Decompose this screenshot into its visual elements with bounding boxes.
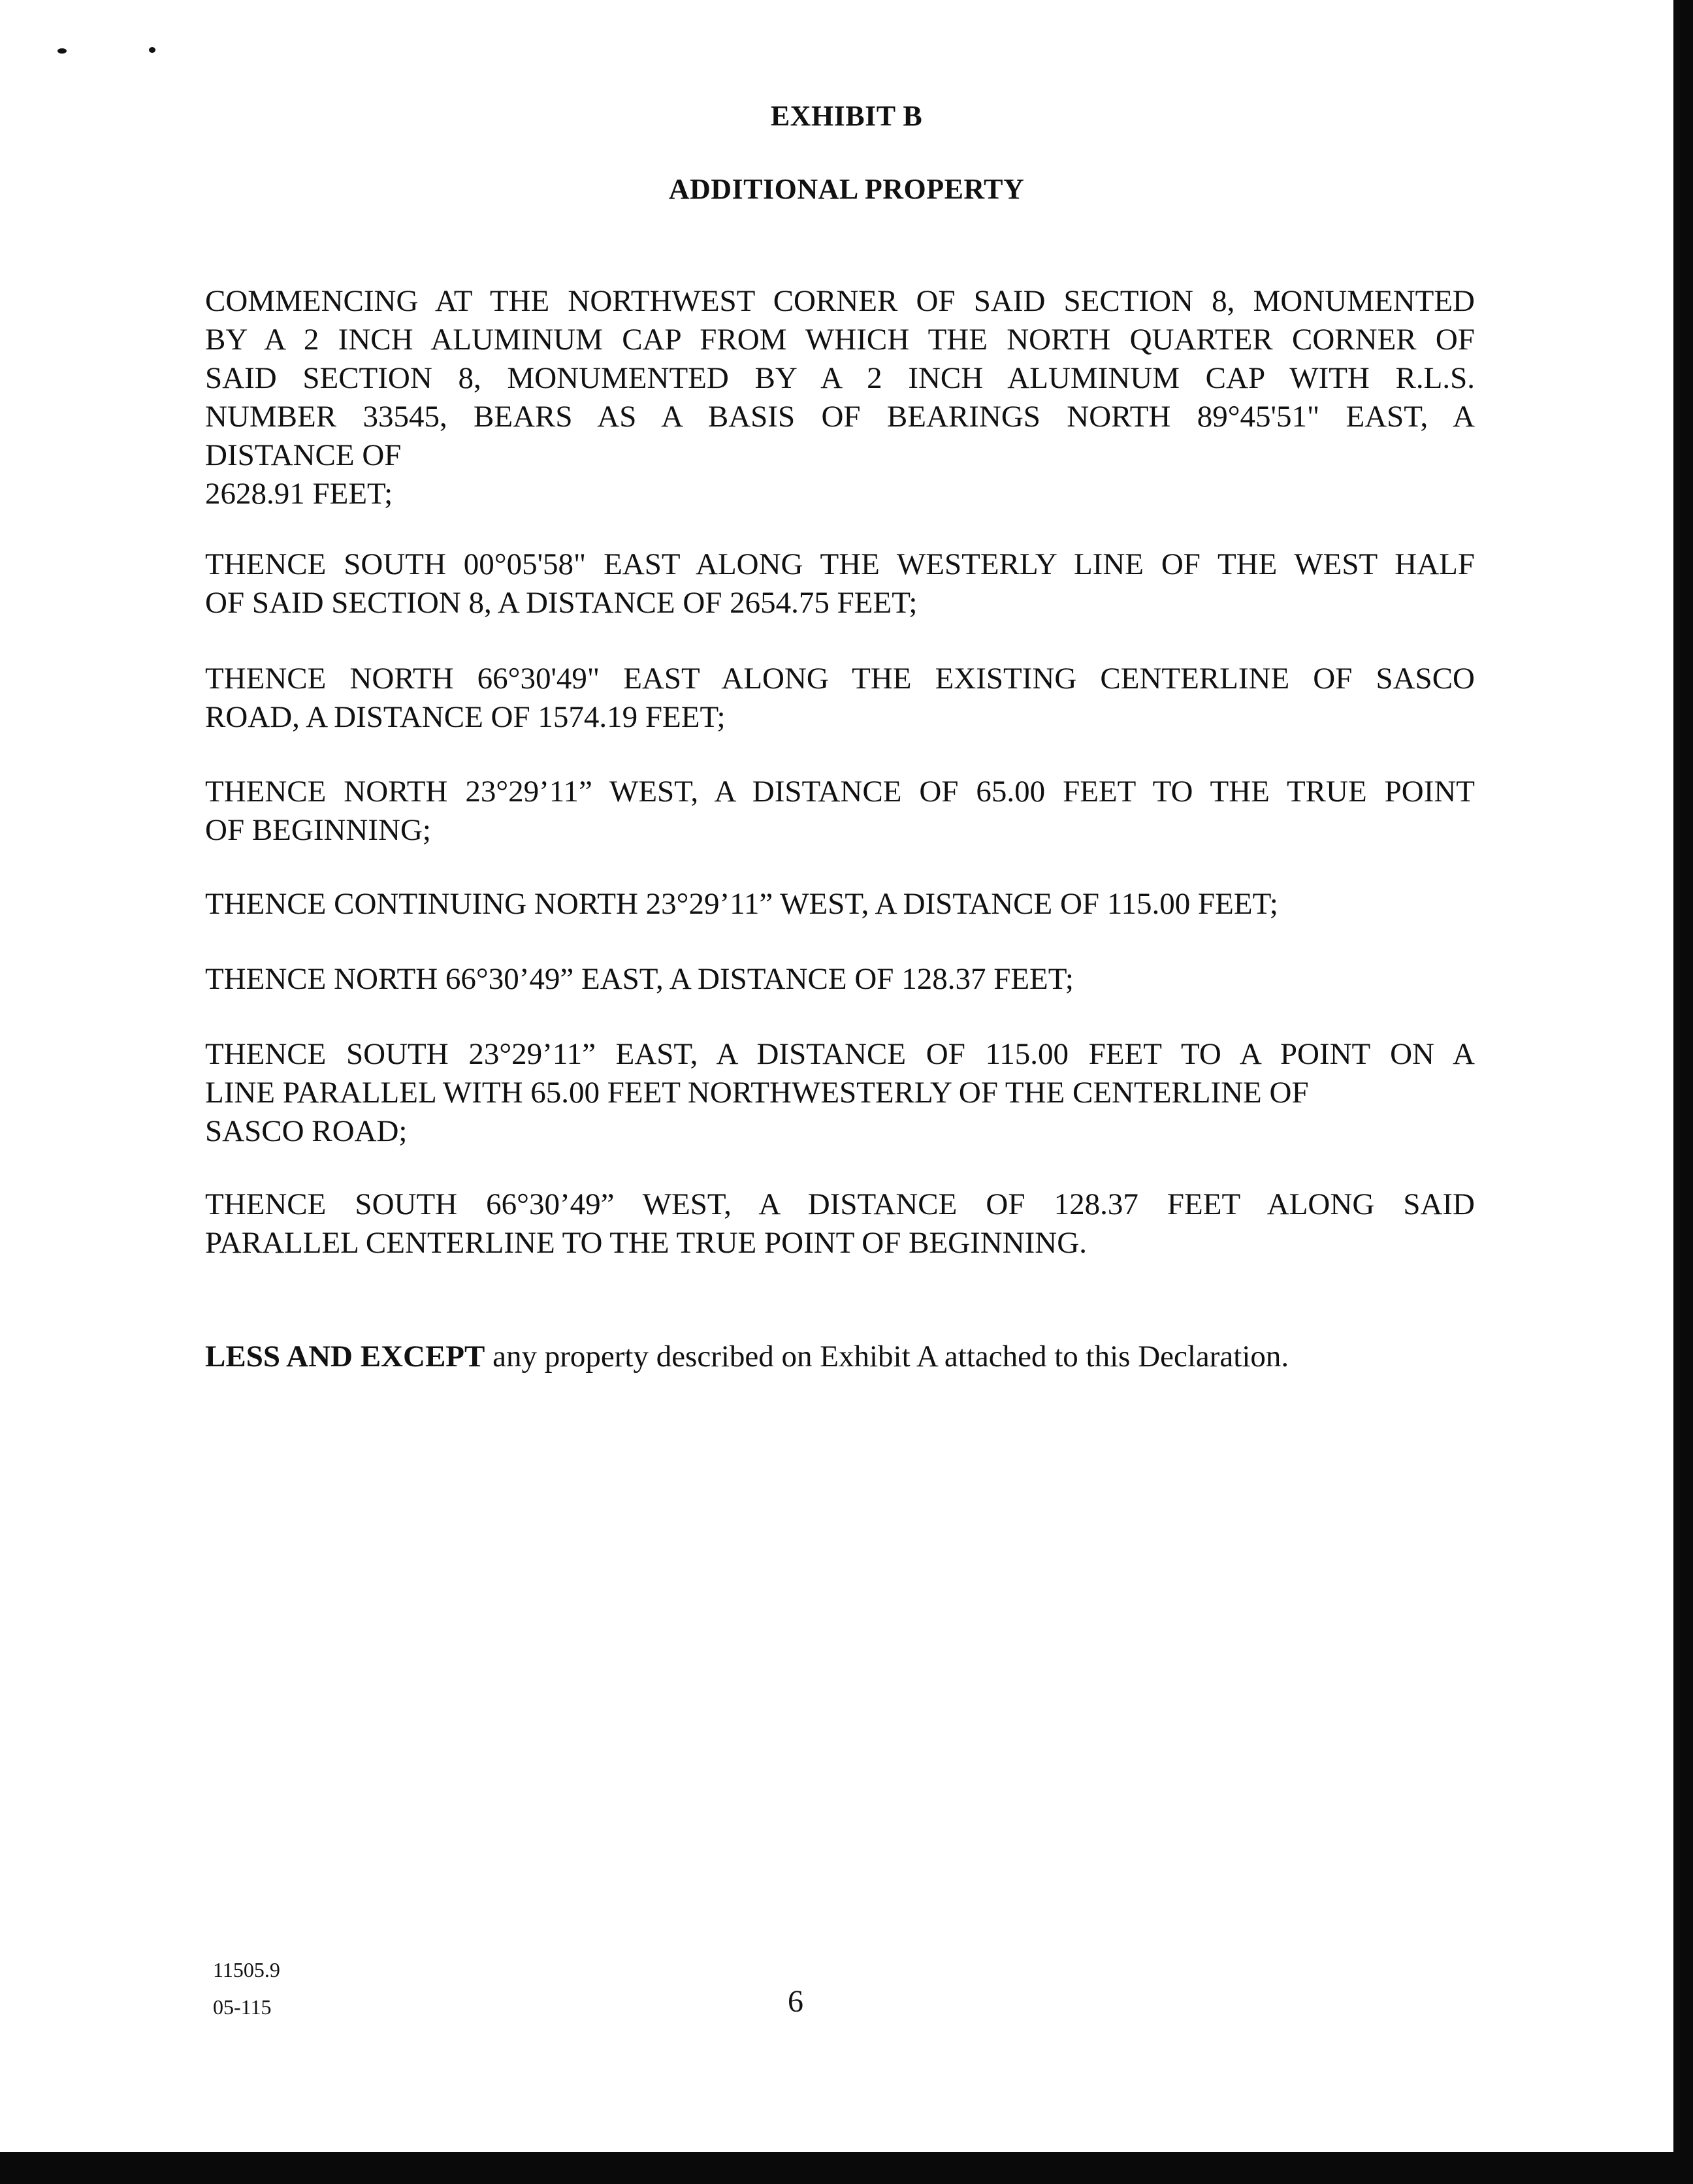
exception-bold-text: LESS AND EXCEPT	[205, 1340, 485, 1373]
paragraph-line: OF BEGINNING;	[205, 813, 431, 847]
paragraph-line: LINE PARALLEL WITH 65.00 FEET NORTHWESTERLY OF THE CENTERLINE OF	[205, 1076, 1309, 1110]
paragraph-line: COMMENCING AT THE NORTHWEST CORNER OF SAID SECTION 8, MONUMENTED	[205, 284, 1475, 318]
paragraph-line: OF SAID SECTION 8, A DISTANCE OF 2654.75 FEET;	[205, 586, 918, 620]
legal-paragraph	[205, 885, 1475, 923]
page-number: 6	[788, 1984, 803, 2019]
legal-paragraph	[205, 660, 1475, 737]
legal-paragraph	[205, 282, 1475, 513]
scan-edge-bottom	[0, 2152, 1693, 2184]
paragraph-line: THENCE NORTH 23°29’11” WEST, A DISTANCE OF 65.00 FEET TO THE TRUE POINT	[205, 775, 1475, 809]
footer-file-code: 11505.9	[213, 1958, 280, 1982]
legal-paragraph	[205, 1035, 1475, 1151]
scan-speck	[57, 48, 67, 54]
paragraph-line: THENCE SOUTH 23°29’11” EAST, A DISTANCE OF 115.00 FEET TO A POINT ON A	[205, 1037, 1475, 1071]
exception-line	[205, 1338, 1475, 1376]
exception-paragraph	[205, 1338, 1475, 1376]
exception-text: any property described on Exhibit A attached to this Declaration.	[485, 1340, 1289, 1373]
legal-paragraph	[205, 773, 1475, 850]
paragraph-line: THENCE NORTH 66°30'49" EAST ALONG THE EXISTING CENTERLINE OF SASCO	[205, 662, 1475, 696]
paragraph-line: THENCE SOUTH 00°05'58" EAST ALONG THE WESTERLY LINE OF THE WEST HALF	[205, 547, 1475, 581]
paragraph-line: PARALLEL CENTERLINE TO THE TRUE POINT OF BEGINNING.	[205, 1226, 1087, 1260]
scan-edge-right	[1673, 0, 1693, 2184]
document-subtitle: ADDITIONAL PROPERTY	[668, 173, 1025, 205]
legal-paragraph	[205, 545, 1475, 622]
paragraph-line: SAID SECTION 8, MONUMENTED BY A 2 INCH ALUMINUM CAP WITH R.L.S.	[205, 361, 1475, 395]
paragraph-line: ROAD, A DISTANCE OF 1574.19 FEET;	[205, 700, 726, 734]
scan-speck	[149, 47, 155, 53]
legal-paragraph	[205, 1185, 1475, 1262]
paragraph-line: SASCO ROAD;	[205, 1114, 408, 1148]
legal-paragraph	[205, 960, 1475, 999]
paragraph-line: THENCE CONTINUING NORTH 23°29’11” WEST, A DISTANCE OF 115.00 FEET;	[205, 887, 1278, 921]
paragraph-line: NUMBER 33545, BEARS AS A BASIS OF BEARINGS NORTH 89°45'51" EAST, A	[205, 400, 1475, 434]
footer-form-code: 05-115	[213, 1995, 272, 2019]
paragraph-line: THENCE SOUTH 66°30’49” WEST, A DISTANCE OF 128.37 FEET ALONG SAID	[205, 1187, 1475, 1221]
document-title: EXHIBIT B	[770, 100, 923, 132]
paragraph-line: 2628.91 FEET;	[205, 477, 393, 511]
paragraph-line: THENCE NORTH 66°30’49” EAST, A DISTANCE OF 128.37 FEET;	[205, 962, 1074, 996]
paragraph-line: DISTANCE OF	[205, 438, 402, 472]
paragraph-line: BY A 2 INCH ALUMINUM CAP FROM WHICH THE NORTH QUARTER CORNER OF	[205, 323, 1475, 357]
